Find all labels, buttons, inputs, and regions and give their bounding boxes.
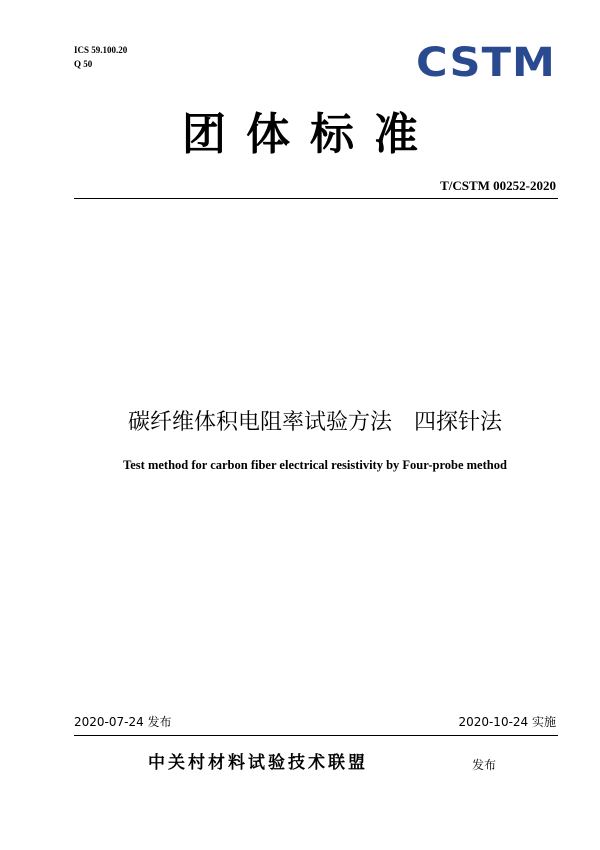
issue-date: 2020-07-24 发布 <box>74 715 172 729</box>
title-chinese: 碳纤维体积电阻率试验方法 四探针法 <box>127 410 502 435</box>
standard-number: T/CSTM 00252-2020 <box>440 178 556 193</box>
cstm-logo <box>416 40 556 80</box>
logo-text: CSTM <box>416 40 556 80</box>
footer-divider <box>74 735 558 736</box>
header-divider <box>74 198 558 199</box>
title-english: Test method for carbon fiber electrical resistivity by Four-probe method <box>123 458 507 472</box>
implementation-date: 2020-10-24 实施 <box>458 715 556 729</box>
category-title: 团体标准 <box>182 109 438 160</box>
publisher-name: 中关村材料试验技术联盟 <box>148 753 368 773</box>
ccs-code: Q 50 <box>74 59 93 69</box>
publish-label: 发布 <box>472 758 497 772</box>
ics-code: ICS 59.100.20 <box>74 45 128 55</box>
